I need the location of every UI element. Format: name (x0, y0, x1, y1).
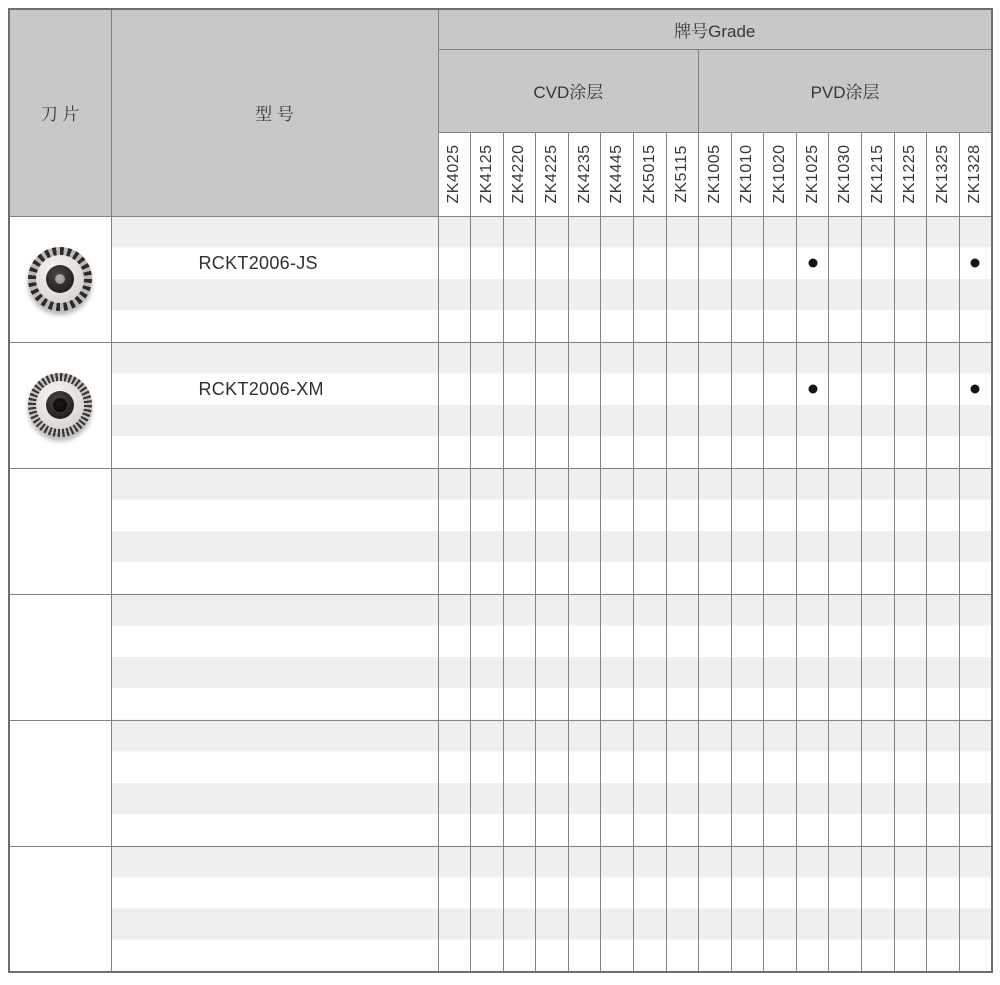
grade-cell-zk4235 (568, 216, 601, 342)
grade-cell-zk1325 (927, 216, 960, 342)
grade-cell-zk1215 (862, 468, 895, 594)
grade-cell-zk1005 (699, 846, 732, 972)
model-column-header: 型 号 (111, 9, 438, 216)
grade-cell-zk4235 (568, 720, 601, 846)
grade-cell-zk4220 (503, 594, 536, 720)
model-cell (111, 846, 438, 972)
grade-cell-zk1020 (764, 468, 797, 594)
grade-cell-zk1225 (894, 216, 927, 342)
grade-cell-zk5015 (633, 216, 666, 342)
grade-cell-zk4220 (503, 468, 536, 594)
grade-cell-zk4225 (536, 216, 569, 342)
model-cell (111, 720, 438, 846)
grade-cell-zk4445 (601, 216, 634, 342)
grade-cell-zk5015 (633, 342, 666, 468)
grade-column-label: ZK1010 (738, 144, 756, 204)
grade-column-header-zk1020 (764, 132, 797, 216)
grade-cell-zk5115 (666, 468, 699, 594)
grade-cell-zk1030 (829, 720, 862, 846)
blade-column-header: 刀 片 (9, 9, 111, 216)
grade-cell-zk5115 (666, 342, 699, 468)
grade-cell-zk4225 (536, 468, 569, 594)
insert-image-cell (9, 720, 111, 846)
pvd-coating-header: PVD涂层 (699, 49, 992, 132)
grade-cell-zk1328 (959, 846, 992, 972)
grade-cell-zk1325 (927, 594, 960, 720)
grade-availability-dot (808, 259, 817, 268)
grade-cell-zk1010 (731, 720, 764, 846)
grade-column-header-zk4235 (568, 132, 601, 216)
grade-cell-zk1325 (927, 846, 960, 972)
grade-cell-zk4025 (438, 342, 471, 468)
insert-center-ring (46, 391, 74, 419)
grade-cell-zk1010 (731, 594, 764, 720)
grade-cell-zk1010 (731, 342, 764, 468)
insert-center-hole (53, 398, 67, 412)
grade-column-header-zk1325 (927, 132, 960, 216)
grade-cell-zk4235 (568, 342, 601, 468)
insert-image-cell (9, 468, 111, 594)
grade-cell-zk1005 (699, 594, 732, 720)
model-cell (111, 216, 438, 342)
grade-cell-zk4025 (438, 846, 471, 972)
grade-cell-zk1005 (699, 720, 732, 846)
grade-availability-dot (971, 385, 980, 394)
grade-column-label: ZK4125 (477, 144, 495, 204)
grade-cell-zk1325 (927, 720, 960, 846)
insert-image-cell (9, 594, 111, 720)
round-milling-insert-xm (28, 373, 92, 437)
grade-cell-zk4125 (471, 342, 504, 468)
grade-cell-zk5015 (633, 468, 666, 594)
grade-column-label: ZK1030 (836, 144, 854, 204)
grade-cell-zk1325 (927, 468, 960, 594)
table-row (9, 468, 992, 594)
grade-column-label: ZK1005 (705, 144, 723, 204)
grade-column-header-zk1005 (699, 132, 732, 216)
grade-cell-zk1010 (731, 216, 764, 342)
grade-cell-zk1020 (764, 216, 797, 342)
grade-cell-zk4445 (601, 846, 634, 972)
insert-face-ring (36, 381, 84, 429)
grade-cell-zk1005 (699, 342, 732, 468)
insert-image-cell (9, 846, 111, 972)
grade-column-label: ZK4445 (608, 144, 626, 204)
grade-column-label: ZK4225 (543, 144, 561, 204)
insert-image-cell (9, 216, 111, 342)
grade-cell-zk4220 (503, 846, 536, 972)
grade-cell-zk1215 (862, 216, 895, 342)
grade-cell-zk1030 (829, 342, 862, 468)
grade-cell-zk1020 (764, 594, 797, 720)
grade-cell-zk4125 (471, 846, 504, 972)
grade-cell-zk4225 (536, 342, 569, 468)
grade-cell-zk4225 (536, 720, 569, 846)
grade-column-header-zk4445 (601, 132, 634, 216)
model-label (112, 878, 438, 909)
grade-column-label: ZK1020 (771, 144, 789, 204)
grade-cell-zk4220 (503, 342, 536, 468)
insert-image-cell (9, 342, 111, 468)
grade-cell-zk4445 (601, 342, 634, 468)
grade-cell-zk5015 (633, 720, 666, 846)
grade-cell-zk1225 (894, 342, 927, 468)
cvd-coating-header: CVD涂层 (438, 49, 699, 132)
grade-cell-zk4235 (568, 846, 601, 972)
grade-cell-zk1225 (894, 468, 927, 594)
insert-center-hole (55, 274, 65, 284)
grade-cell-zk4235 (568, 468, 601, 594)
grade-column-header-zk1030 (829, 132, 862, 216)
grade-column-header-zk1010 (731, 132, 764, 216)
grade-cell-zk1030 (829, 594, 862, 720)
grade-cell-zk1328 (959, 468, 992, 594)
grade-column-header-zk1215 (862, 132, 895, 216)
grade-cell-zk1215 (862, 720, 895, 846)
table-row (9, 216, 992, 342)
table-row (9, 846, 992, 972)
grade-cell-zk1025 (796, 468, 829, 594)
model-cell (111, 594, 438, 720)
grade-column-label: ZK5015 (640, 144, 658, 204)
grade-cell-zk5115 (666, 216, 699, 342)
grade-column-header-zk4225 (536, 132, 569, 216)
grade-column-header-zk5115 (666, 132, 699, 216)
table-header (9, 9, 992, 216)
grade-cell-zk1025 (796, 846, 829, 972)
grade-cell-zk5015 (633, 594, 666, 720)
grade-group-header: 牌号Grade (438, 9, 992, 49)
grade-cell-zk4225 (536, 594, 569, 720)
grade-cell-zk1025 (796, 342, 829, 468)
table-row (9, 720, 992, 846)
grade-cell-zk1030 (829, 846, 862, 972)
grade-cell-zk1010 (731, 468, 764, 594)
grade-column-label: ZK4235 (575, 144, 593, 204)
grade-column-header-zk1328 (959, 132, 992, 216)
model-label: RCKT2006-XM (198, 378, 324, 399)
grade-cell-zk1325 (927, 342, 960, 468)
grade-selection-table (8, 8, 993, 973)
model-cell (111, 342, 438, 468)
grade-cell-zk5015 (633, 846, 666, 972)
grade-cell-zk1328 (959, 342, 992, 468)
grade-cell-zk1215 (862, 342, 895, 468)
grade-column-header-zk4125 (471, 132, 504, 216)
grade-column-label: ZK1325 (933, 144, 951, 204)
grade-column-label: ZK4220 (510, 144, 528, 204)
grade-column-label: ZK4025 (445, 144, 463, 204)
grade-cell-zk1215 (862, 846, 895, 972)
grade-cell-zk4445 (601, 594, 634, 720)
grade-cell-zk1030 (829, 468, 862, 594)
table-row (9, 342, 992, 468)
grade-cell-zk4025 (438, 594, 471, 720)
grade-cell-zk1225 (894, 594, 927, 720)
grade-cell-zk4445 (601, 468, 634, 594)
grade-cell-zk1225 (894, 720, 927, 846)
grade-cell-zk1328 (959, 720, 992, 846)
table-body (9, 216, 992, 972)
grade-cell-zk4025 (438, 468, 471, 594)
grade-cell-zk1225 (894, 846, 927, 972)
grade-cell-zk1005 (699, 216, 732, 342)
grade-cell-zk1030 (829, 216, 862, 342)
grade-cell-zk4235 (568, 594, 601, 720)
grade-column-header-zk4220 (503, 132, 536, 216)
grade-cell-zk4125 (471, 594, 504, 720)
grade-cell-zk5115 (666, 720, 699, 846)
model-cell (111, 468, 438, 594)
grade-column-label: ZK1215 (868, 144, 886, 204)
grade-availability-dot (971, 259, 980, 268)
grade-cell-zk1010 (731, 846, 764, 972)
grade-column-header-zk1025 (796, 132, 829, 216)
grade-cell-zk1025 (796, 594, 829, 720)
grade-cell-zk1020 (764, 342, 797, 468)
grade-cell-zk4220 (503, 216, 536, 342)
grade-cell-zk1020 (764, 720, 797, 846)
grade-cell-zk1020 (764, 846, 797, 972)
grade-column-header-zk1225 (894, 132, 927, 216)
grade-cell-zk4220 (503, 720, 536, 846)
model-label: RCKT2006-JS (198, 252, 318, 273)
grade-cell-zk4125 (471, 216, 504, 342)
grade-cell-zk1025 (796, 720, 829, 846)
grade-column-label: ZK1225 (901, 144, 919, 204)
grade-cell-zk1005 (699, 468, 732, 594)
grade-cell-zk1328 (959, 216, 992, 342)
grade-cell-zk4445 (601, 720, 634, 846)
grade-column-header-zk4025 (438, 132, 471, 216)
grade-cell-zk5115 (666, 594, 699, 720)
grade-column-label: ZK1025 (803, 144, 821, 204)
grade-cell-zk1025 (796, 216, 829, 342)
model-label (112, 626, 438, 657)
model-label (112, 752, 438, 783)
grade-cell-zk1215 (862, 594, 895, 720)
grade-cell-zk1328 (959, 594, 992, 720)
model-label (112, 500, 438, 531)
grade-cell-zk4225 (536, 846, 569, 972)
grade-cell-zk4125 (471, 468, 504, 594)
insert-face-ring (36, 255, 84, 303)
round-milling-insert-js (28, 247, 92, 311)
grade-cell-zk4025 (438, 720, 471, 846)
grade-column-label: ZK5115 (673, 145, 691, 203)
grade-column-header-zk5015 (633, 132, 666, 216)
table-row (9, 594, 992, 720)
grade-availability-dot (808, 385, 817, 394)
grade-column-label: ZK1328 (966, 144, 984, 204)
insert-center-ring (46, 265, 74, 293)
grade-cell-zk4125 (471, 720, 504, 846)
grade-group-row (9, 9, 992, 49)
grade-cell-zk5115 (666, 846, 699, 972)
grade-cell-zk4025 (438, 216, 471, 342)
